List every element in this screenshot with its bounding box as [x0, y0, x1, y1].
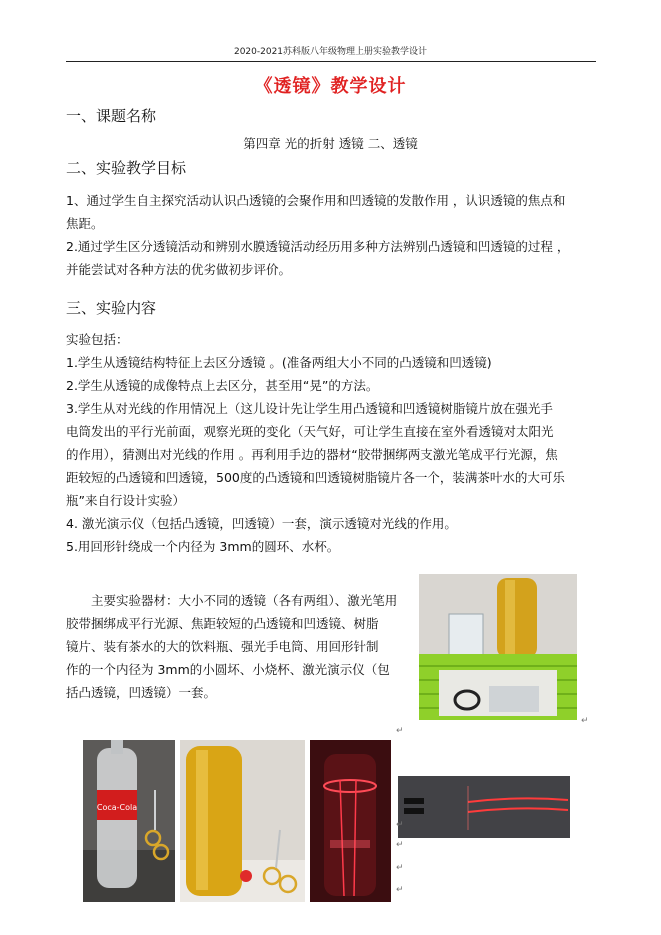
content-item-3-line-2: 电筒发出的平行光前面，观察光斑的变化（天气好，可让学生直接在室外看透镜对太阳光	[66, 424, 554, 439]
laser-beams-image	[398, 776, 570, 838]
content-item-5: 5.用回形针绕成一个内径为 3mm的圆环、水杯。	[66, 539, 340, 554]
content-intro: 实验包括：	[66, 332, 129, 347]
section-heading-goals: 二、实验教学目标	[66, 159, 187, 177]
photo-tea-bottle-scissors	[180, 740, 305, 902]
content-item-2: 2.学生从透镜的成像特点上去区分，甚至用“晃”的方法。	[66, 378, 379, 393]
return-mark: ↵	[396, 820, 404, 830]
photo-laser-beams	[398, 776, 570, 838]
equipment-text	[66, 589, 416, 704]
equipment-basket-image	[419, 574, 577, 720]
tea-bottle-image	[180, 740, 305, 902]
goal-2-line-1: 2.通过学生区分透镜活动和辨别水膜透镜活动经历用多种方法辨别凸透镜和凹透镜的过程 ，	[66, 239, 570, 254]
coke-bottle-image	[83, 740, 175, 902]
section-heading-topic: 一、课题名称	[66, 107, 157, 125]
return-mark: ↵	[396, 885, 404, 895]
page-header: 2020-2021苏科版八年级物理上册实验教学设计	[233, 47, 428, 57]
section-heading-content: 三、实验内容	[66, 299, 157, 317]
return-mark: ↵	[396, 726, 404, 736]
chapter-line: 第四章 光的折射 透镜 二、透镜	[243, 136, 418, 151]
return-mark: ↵	[396, 863, 404, 873]
equipment-line-3: 镜片、装有茶水的大的饮料瓶、强光手电筒、用回形针制	[66, 639, 379, 654]
photo-coke-bottle-scissors	[83, 740, 175, 902]
equipment-line-4: 作的一个内径为 3mm的小圆坏、小烧杯、激光演示仪（包	[66, 662, 390, 677]
goals-text	[66, 189, 598, 281]
return-mark: ↵	[581, 716, 589, 726]
content-item-3-line-5: 瓶”来自行设计实验）	[66, 493, 185, 508]
goal-2-line-2: 并能尝试对各种方法的优劣做初步评价。	[66, 262, 292, 277]
equipment-line-5: 括凸透镜，凹透镜）一套。	[66, 685, 217, 700]
content-text	[66, 328, 598, 558]
equipment-line-2: 胶带捆绑成平行光源、焦距较短的凸透镜和凹透镜、树脂	[66, 616, 379, 631]
coke-label-text: Coca-Cola	[96, 803, 138, 812]
photo-equipment-basket	[419, 574, 577, 720]
content-item-4: 4. 激光演示仪（包括凸透镜，凹透镜）一套，演示透镜对光线的作用。	[66, 516, 457, 531]
return-mark: ↵	[396, 840, 404, 850]
equipment-line-1: 主要实验器材：大小不同的透镜（各有两组）、激光笔用	[91, 593, 398, 608]
content-item-3-line-4: 距较短的凸透镜和凹透镜，500度的凸透镜和凹透镜树脂镜片各一个，装满茶叶水的大可乐	[66, 470, 565, 485]
goal-1-line-2: 焦距。	[66, 216, 104, 231]
content-item-3-line-1: 3.学生从对光线的作用情况上（这儿设计先让学生用凸透镜和凹透镜树脂镜片放在强光手	[66, 401, 553, 416]
content-item-1: 1.学生从透镜结构特征上去区分透镜 。(准备两组大小不同的凸透镜和凹透镜)	[66, 355, 492, 370]
content-item-3-line-3: 的作用），猜测出对光线的作用 。再利用手边的器材“胶带捆绑两支激光笔成平行光源，焦	[66, 447, 558, 462]
photo-laser-bottle	[310, 740, 391, 902]
header-rule	[66, 61, 596, 62]
laser-bottle-image	[310, 740, 391, 902]
document-title: 《透镜》教学设计	[254, 76, 407, 97]
goal-1-line-1: 1、通过学生自主探究活动认识凸透镜的会聚作用和凹透镜的发散作用 ，认识透镜的焦点和	[66, 193, 566, 208]
